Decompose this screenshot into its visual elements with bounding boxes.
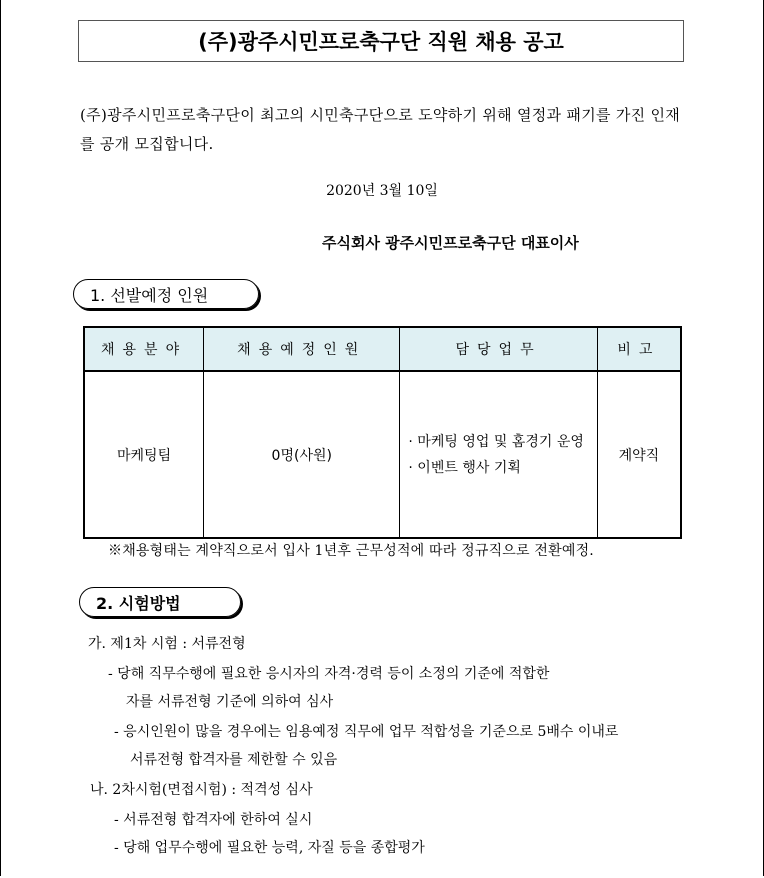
intro-paragraph: (주)광주시민프로축구단이 최고의 시민축구단으로 도약하기 위해 열정과 패기를 가진 인재를 공개 모집합니다. [80, 106, 681, 153]
list-item: 나. 2차시험(면접시험) : 적격성 심사 [90, 782, 313, 798]
section-1-heading [73, 279, 259, 309]
header-count: 채용예정인원 [204, 327, 400, 371]
header-field: 채용분야 [84, 327, 204, 371]
duty-item: · 마케팅 영업 및 홈경기 운영 [408, 433, 584, 450]
section-2-label: 2. 시험방법 [96, 593, 181, 613]
header-note: 비고 [597, 327, 681, 371]
page-title-text: (주)광주시민프로축구단 직원 채용 공고 [198, 30, 564, 54]
recruitment-table [83, 326, 682, 539]
table-footnote: ※채용형태는 계약직으로서 입사 1년후 근무성적에 따라 정규직으로 전환예정. [108, 543, 594, 559]
cell-count: 0명(사원) [204, 371, 400, 538]
page-title [78, 20, 684, 62]
list-item: 서류전형 합격자를 제한할 수 있음 [130, 752, 338, 768]
list-item: - 응시인원이 많을 경우에는 임용예정 직무에 업무 적합성을 기준으로 5배수 이내로 [114, 724, 619, 740]
section-2-heading [79, 587, 241, 617]
header-duties: 담당업무 [400, 327, 597, 371]
list-item: - 당해 업무수행에 필요한 능력, 자질 등을 종합평가 [114, 840, 425, 856]
list-item: 가. 제1차 시험 : 서류전형 [88, 636, 246, 652]
cell-note: 계약직 [597, 371, 681, 538]
duty-item: · 이벤트 행사 기획 [408, 459, 521, 476]
cell-field: 마케팅팀 [84, 371, 204, 538]
announcement-date: 2020년 3월 10일 [326, 183, 438, 199]
list-item: - 당해 직무수행에 필요한 응시자의 자격·경력 등이 소정의 기준에 적합한 [108, 666, 550, 682]
list-item: - 서류전형 합격자에 한하여 실시 [114, 812, 313, 828]
signature: 주식회사 광주시민프로축구단 대표이사 [322, 234, 579, 252]
cell-duties [400, 371, 597, 538]
section-1-label: 1. 선발예정 인원 [90, 285, 209, 305]
table-row [84, 371, 681, 538]
list-item: 자를 서류전형 기준에 의하여 심사 [126, 694, 334, 710]
table-header-row [84, 327, 681, 371]
